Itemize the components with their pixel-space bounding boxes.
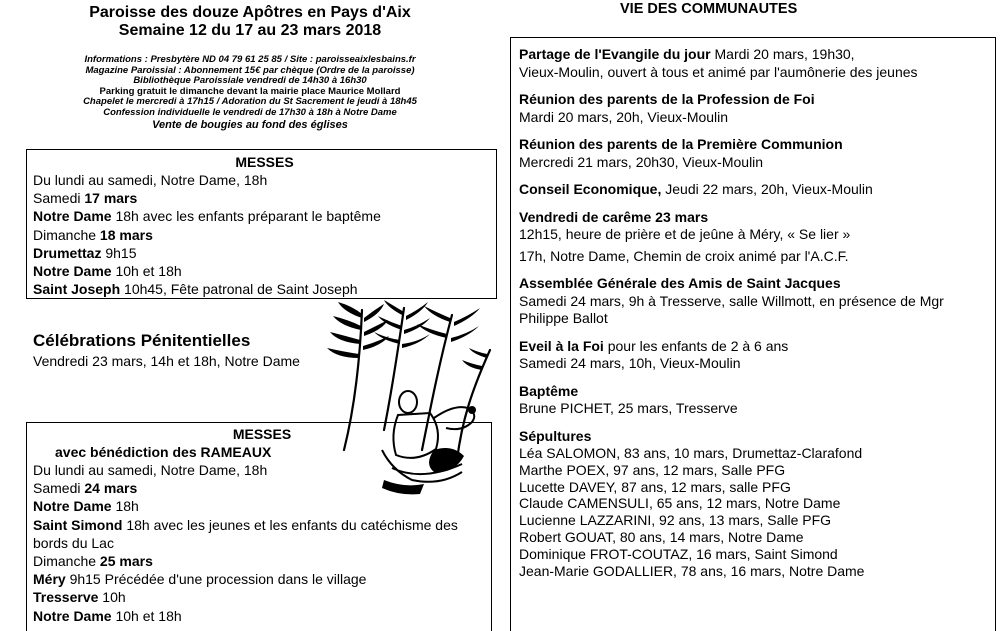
section-heading bbox=[519, 181, 995, 199]
section-line: Samedi 24 mars, 9h à Tresserve, salle Willmott, en présence de Mgr Philippe Ballot bbox=[519, 292, 944, 326]
section-line: Claude CAMENSULI, 65 ans, 12 mars, Notre Dame bbox=[519, 495, 841, 512]
rameaux-title: MESSES bbox=[232, 426, 292, 442]
section-title: Assemblée Générale des Amis de Saint Jacques bbox=[519, 275, 841, 291]
messes-lines bbox=[33, 171, 496, 298]
celebrations-text: Vendredi 23 mars, 14h et 18h, Notre Dame bbox=[33, 353, 300, 369]
section-title: Sépultures bbox=[519, 427, 592, 444]
community-section bbox=[519, 209, 995, 266]
community-section bbox=[519, 338, 995, 373]
section-title: Partage de l'Evangile du jour bbox=[519, 46, 711, 62]
line-text: Samedi bbox=[33, 190, 85, 207]
info-line: Parking gratuit le dimanche devant la mairie place Maurice Mollard bbox=[99, 85, 401, 97]
line-bold: Saint Simond bbox=[33, 516, 123, 533]
info-line: Chapelet le mercredi à 17h15 / Adoration du St Sacrement le jeudi à 18h45 bbox=[83, 96, 417, 108]
line-bold: Saint Joseph bbox=[33, 281, 121, 298]
celebrations-title: Célébrations Pénitentielles bbox=[33, 331, 251, 350]
section-line: 17h, Notre Dame, Chemin de croix animé par l'A.C.F. bbox=[519, 247, 849, 264]
messes-title: MESSES bbox=[235, 154, 294, 170]
section-heading bbox=[519, 209, 995, 227]
info-line: Confession individuelle le vendredi de 17h30 à 18h à Notre Dame bbox=[103, 106, 397, 118]
section-line: Brune PICHET, 25 mars, Tresserve bbox=[519, 400, 738, 416]
section-line: Samedi 24 mars, 10h, Vieux-Moulin bbox=[519, 355, 741, 371]
line-bold: Notre Dame bbox=[33, 208, 112, 225]
rameaux-box bbox=[26, 422, 492, 631]
line-bold: 17 mars bbox=[84, 190, 138, 207]
info-block bbox=[40, 55, 460, 132]
line-bold: Notre Dame bbox=[33, 263, 112, 280]
section-heading bbox=[519, 136, 995, 154]
schedule-line bbox=[33, 497, 491, 515]
section-title: Réunion des parents de la Profession de Foi bbox=[519, 91, 815, 107]
info-line: Informations : Presbytère ND 04 79 61 25 85 / Site : paroisseaixlesbains.fr bbox=[84, 54, 416, 65]
section-heading bbox=[519, 338, 995, 356]
section-title: Baptême bbox=[519, 382, 579, 399]
section-inline-text: Mardi 20 mars, 19h30, bbox=[710, 46, 855, 62]
line-text: 18h avec les jeunes et les enfants du catéchisme des bords du Lac bbox=[33, 516, 458, 551]
line-text: Dimanche bbox=[33, 553, 100, 570]
schedule-line bbox=[33, 461, 491, 479]
section-line: Lucienne LAZZARINI, 92 ans, 13 mars, Salle PFG bbox=[519, 512, 832, 529]
section-line: Vieux-Moulin, ouvert à tous et animé par l'aumônerie des jeunes bbox=[519, 63, 918, 80]
section-line: Lucette DAVEY, 87 ans, 12 mars, salle PFG bbox=[519, 478, 791, 495]
line-text: Samedi bbox=[33, 480, 85, 497]
rameaux-lines bbox=[33, 461, 491, 625]
communities-box bbox=[510, 37, 996, 631]
section-heading bbox=[519, 91, 995, 109]
section-title: Conseil Economique, bbox=[519, 181, 662, 197]
line-bold: Notre Dame bbox=[33, 498, 112, 515]
section-heading bbox=[519, 46, 995, 64]
line-text: 18h avec les enfants préparant le baptême bbox=[111, 208, 381, 225]
parish-title: Paroisse des douze Apôtres en Pays d'Aix bbox=[89, 4, 411, 21]
section-line: Léa SALOMON, 83 ans, 10 mars, Drumettaz-Clarafond bbox=[519, 445, 863, 461]
section-heading bbox=[519, 275, 995, 293]
schedule-line bbox=[33, 552, 491, 570]
community-section bbox=[519, 136, 995, 171]
line-text: Du lundi au samedi, Notre Dame, 18h bbox=[33, 462, 268, 478]
line-text: Dimanche bbox=[33, 226, 100, 243]
section-line: Mercredi 21 mars, 20h30, Vieux-Moulin bbox=[519, 153, 764, 170]
schedule-line bbox=[33, 189, 496, 207]
week-title: Semaine 12 du 17 au 23 mars 2018 bbox=[118, 22, 382, 39]
schedule-line bbox=[33, 207, 496, 225]
line-bold: 25 mars bbox=[99, 553, 153, 570]
schedule-line bbox=[33, 171, 496, 189]
info-line: Magazine Paroissial : Abonnement 15€ par chèque (Ordre de la paroisse) bbox=[85, 64, 415, 76]
section-line: Mardi 20 mars, 20h, Vieux-Moulin bbox=[519, 108, 729, 125]
section-line: Dominique FROT-COUTAZ, 16 mars, Saint Simond bbox=[519, 545, 838, 562]
line-bold: 18 mars bbox=[99, 226, 153, 243]
line-text: 10h45, Fête patronal de Saint Joseph bbox=[120, 281, 358, 298]
line-bold: 24 mars bbox=[84, 480, 138, 497]
schedule-line bbox=[33, 280, 496, 298]
community-section bbox=[519, 91, 995, 126]
line-bold: Méry bbox=[33, 571, 66, 588]
schedule-line bbox=[33, 570, 491, 588]
community-section bbox=[519, 275, 995, 328]
community-section bbox=[519, 428, 995, 580]
section-heading bbox=[519, 383, 995, 401]
line-text: 10h et 18h bbox=[111, 607, 182, 624]
line-bold: Drumettaz bbox=[33, 244, 102, 261]
info-line: Vente de bougies au fond des églises bbox=[152, 118, 348, 131]
section-title: Eveil à la Foi bbox=[519, 337, 604, 354]
community-section bbox=[519, 46, 995, 81]
section-line: Marthe POEX, 97 ans, 12 mars, Salle PFG bbox=[519, 461, 786, 478]
section-line: Jean-Marie GODALLIER, 78 ans, 16 mars, Notre Dame bbox=[519, 562, 865, 579]
line-text: 18h bbox=[111, 498, 139, 515]
section-title: Vendredi de carême 23 mars bbox=[519, 208, 709, 225]
schedule-line bbox=[33, 516, 483, 552]
line-bold: Tresserve bbox=[33, 589, 99, 606]
section-title: Réunion des parents de la Première Communion bbox=[519, 136, 843, 152]
community-section bbox=[519, 383, 995, 418]
schedule-line bbox=[33, 226, 496, 244]
communities-sections bbox=[519, 46, 995, 579]
communities-title: VIE DES COMMUNAUTES bbox=[620, 1, 798, 17]
line-text: Du lundi au samedi, Notre Dame, 18h bbox=[33, 172, 268, 188]
schedule-line bbox=[33, 262, 496, 280]
schedule-line bbox=[33, 479, 491, 497]
section-heading bbox=[519, 428, 995, 446]
schedule-line bbox=[33, 244, 496, 262]
section-inline-text: pour les enfants de 2 à 6 ans bbox=[603, 337, 789, 354]
community-section bbox=[519, 181, 995, 199]
info-line: Bibliothèque Paroissiale vendredi de 14h30 à 16h30 bbox=[133, 75, 367, 87]
messes-box bbox=[26, 149, 497, 299]
line-bold: Notre Dame bbox=[33, 607, 112, 624]
line-text: 9h15 bbox=[101, 244, 137, 261]
section-inline-text: Jeudi 22 mars, 20h, Vieux-Moulin bbox=[661, 181, 873, 197]
line-text: 10h bbox=[98, 589, 126, 606]
section-line: 12h15, heure de prière et de jeûne à Méry, « Se lier » bbox=[519, 226, 851, 242]
schedule-line bbox=[33, 607, 491, 625]
line-text: 10h et 18h bbox=[111, 263, 182, 280]
rameaux-subtitle: avec bénédiction des RAMEAUX bbox=[55, 444, 272, 460]
line-text: 9h15 Précédée d'une procession dans le village bbox=[65, 571, 367, 588]
schedule-line bbox=[33, 588, 491, 606]
section-line: Robert GOUAT, 80 ans, 14 mars, Notre Dame bbox=[519, 528, 804, 545]
